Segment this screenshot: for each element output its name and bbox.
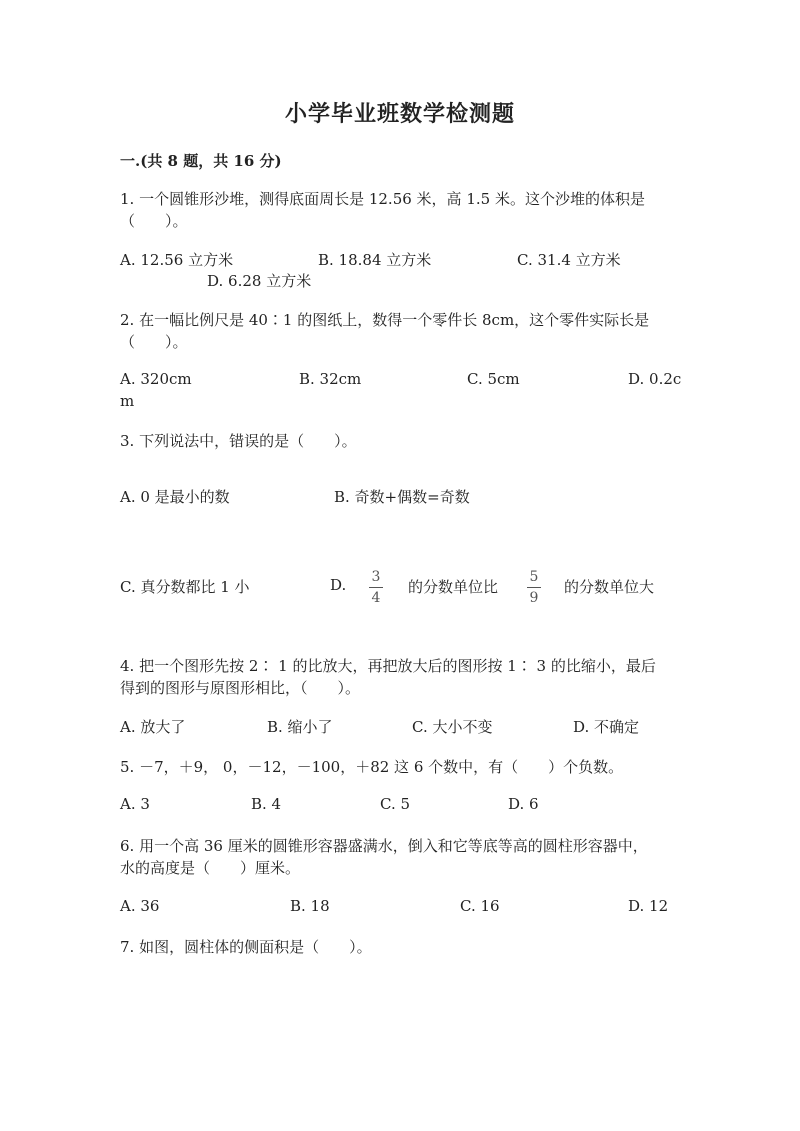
question-6-option-a: A. 36: [120, 897, 160, 915]
question-2-option-d-wrap: m: [120, 392, 135, 410]
question-3-option-d-middle: 的分数单位比: [408, 578, 499, 596]
question-2-blank: （ ）。: [120, 333, 188, 351]
fraction-numerator: 3: [371, 569, 381, 585]
section-heading: 一.(共 8 题，共 16 分): [120, 152, 282, 170]
question-2-option-a: A. 320cm: [120, 370, 192, 388]
question-4-option-a: A. 放大了: [120, 718, 186, 736]
question-3-option-a: A. 0 是最小的数: [120, 488, 230, 506]
question-6-text-cont: 水的高度是（ ）厘米。: [120, 859, 301, 877]
fraction-denominator: 4: [371, 590, 381, 606]
question-5-option-d: D. 6: [508, 795, 539, 813]
question-1-blank: （ ）。: [120, 212, 188, 230]
fraction-numerator: 5: [529, 569, 539, 585]
question-3-option-b: B. 奇数+偶数=奇数: [334, 488, 470, 506]
question-1-text: 1. 一个圆锥形沙堆，测得底面周长是 12.56 米，高 1.5 米。这个沙堆的体积是: [120, 190, 645, 208]
question-1-option-c: C. 31.4 立方米: [517, 251, 621, 269]
question-2-option-c: C. 5cm: [467, 370, 520, 388]
fraction-three-quarters: [366, 569, 386, 606]
question-5-option-b: B. 4: [251, 795, 282, 813]
question-1-option-a: A. 12.56 立方米: [120, 251, 234, 269]
question-2-option-d: D. 0.2c: [628, 370, 682, 388]
question-4-option-d: D. 不确定: [573, 718, 640, 736]
question-5-text: 5. －7，＋9， 0，－12，－100，＋82 这 6 个数中，有（ ）个负数。: [120, 758, 624, 776]
page-title: 小学毕业班数学检测题: [284, 101, 515, 127]
question-1-option-d: D. 6.28 立方米: [207, 272, 312, 290]
question-3-option-d-tail: 的分数单位大: [564, 578, 655, 596]
question-6-option-b: B. 18: [290, 897, 330, 915]
question-4-text-cont: 得到的图形与原图形相比，（ ）。: [120, 679, 361, 697]
question-6-text: 6. 用一个高 36 厘米的圆锥形容器盛满水，倒入和它等底等高的圆柱形容器中，: [120, 837, 648, 855]
fraction-bar: [527, 587, 541, 588]
question-2-option-b: B. 32cm: [299, 370, 362, 388]
question-7-text: 7. 如图，圆柱体的侧面积是（ ）。: [120, 938, 372, 956]
question-4-text: 4. 把一个图形先按 2∶ 1 的比放大，再把放大后的图形按 1∶ 3 的比缩小，最后: [120, 657, 656, 675]
fraction-five-ninths: [524, 569, 544, 606]
question-4-option-c: C. 大小不变: [412, 718, 493, 736]
question-1-option-b: B. 18.84 立方米: [318, 251, 432, 269]
question-5-option-a: A. 3: [120, 795, 150, 813]
question-5-option-c: C. 5: [380, 795, 411, 813]
question-6-option-c: C. 16: [460, 897, 500, 915]
question-6-option-d: D. 12: [628, 897, 669, 915]
question-2-text: 2. 在一幅比例尺是 40∶1 的图纸上，数得一个零件长 8cm，这个零件实际长是: [120, 311, 650, 329]
question-3-text: 3. 下列说法中，错误的是（ ）。: [120, 432, 357, 450]
question-3-option-d: D.: [330, 576, 347, 594]
question-4-option-b: B. 缩小了: [267, 718, 333, 736]
fraction-denominator: 9: [529, 590, 539, 606]
fraction-bar: [369, 587, 383, 588]
question-3-option-c: C. 真分数都比 1 小: [120, 578, 250, 596]
